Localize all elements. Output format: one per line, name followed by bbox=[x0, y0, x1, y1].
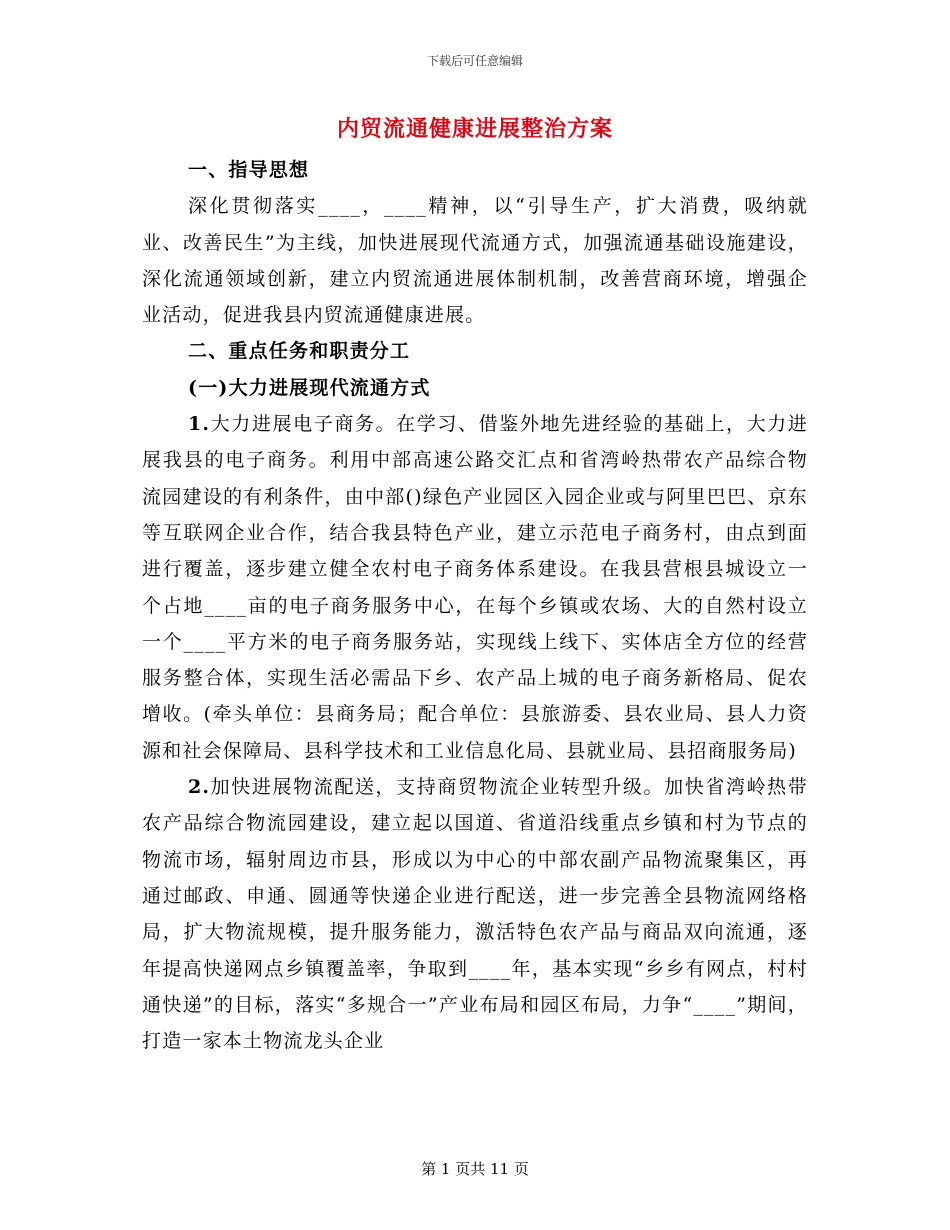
document-title: 内贸流通健康进展整治方案 bbox=[336, 116, 613, 142]
subsection-heading-1: (一)大力进展现代流通方式 bbox=[188, 376, 431, 399]
page-footer: 第 1 页共 11 页 bbox=[421, 1160, 529, 1178]
paragraph-item-2 bbox=[142, 769, 808, 1059]
item-text: 加快进展物流配送，支持商贸物流企业转型升级。加快省湾岭热带农产品综合物流园建设，建立起以国道、省道沿线重点乡镇和村为节点的物流市场，辐射周边市县，形成以为中心的中部农副产品物流聚集区，再通过邮政、申通、圆通等快递企业进行配送，进一步完善全县物流网络格局，扩大物流规模，提升服务能力，激活特色农产品与商品双向流通，逐年提高快递网点乡镇覆盖率，争取到____年，基本实现“乡乡有网点，村村通快递”的目标，落实“多规合一”产业布局和园区布局，力争“____”期间，打造一家本土物流龙头企业 bbox=[142, 776, 808, 1053]
item-number: 1. bbox=[188, 413, 211, 436]
item-number: 2. bbox=[188, 776, 211, 799]
document-body bbox=[142, 152, 808, 1059]
item-text: 大力进展电子商务。在学习、借鉴外地先进经验的基础上，大力进展我县的电子商务。利用中部高速公路交汇点和省湾岭热带农产品综合物流园建设的有利条件，由中部()绿色产业园区入园企业或与阿里巴巴、京东等互联网企业合作，结合我县特色产业，建立示范电子商务村，由点到面进行覆盖，逐步建立健全农村电子商务体系建设。在我县营根县城设立一个占地____亩的电子商务服务中心，在每个乡镇或农场、大的自然村设立一个____平方米的电子商务服务站，实现线上线下、实体店全方位的经营服务整合体，实现生活必需品下乡、农产品上城的电子商务新格局、促农增收。(牵头单位：县商务局；配合单位：县旅游委、县农业局、县人力资源和社会保障局、县科学技术和工业信息化局、县就业局、县招商服务局) bbox=[142, 413, 808, 762]
section-heading-2: 二、重点任务和职责分工 bbox=[188, 340, 411, 363]
page-header: 下载后可任意编辑 bbox=[426, 54, 523, 68]
paragraph-item-1 bbox=[142, 406, 808, 769]
paragraph-guiding-ideology: 深化贯彻落实____，____精神，以“引导生产，扩大消费，吸纳就业、改善民生”为主线，加快进展现代流通方式，加强流通基础设施建设，深化流通领域创新，建立内贸流通进展体制机制，改善营商环境，增强企业活动，促进我县内贸流通健康进展。 bbox=[142, 195, 808, 327]
section-heading-1: 一、指导思想 bbox=[188, 159, 310, 181]
